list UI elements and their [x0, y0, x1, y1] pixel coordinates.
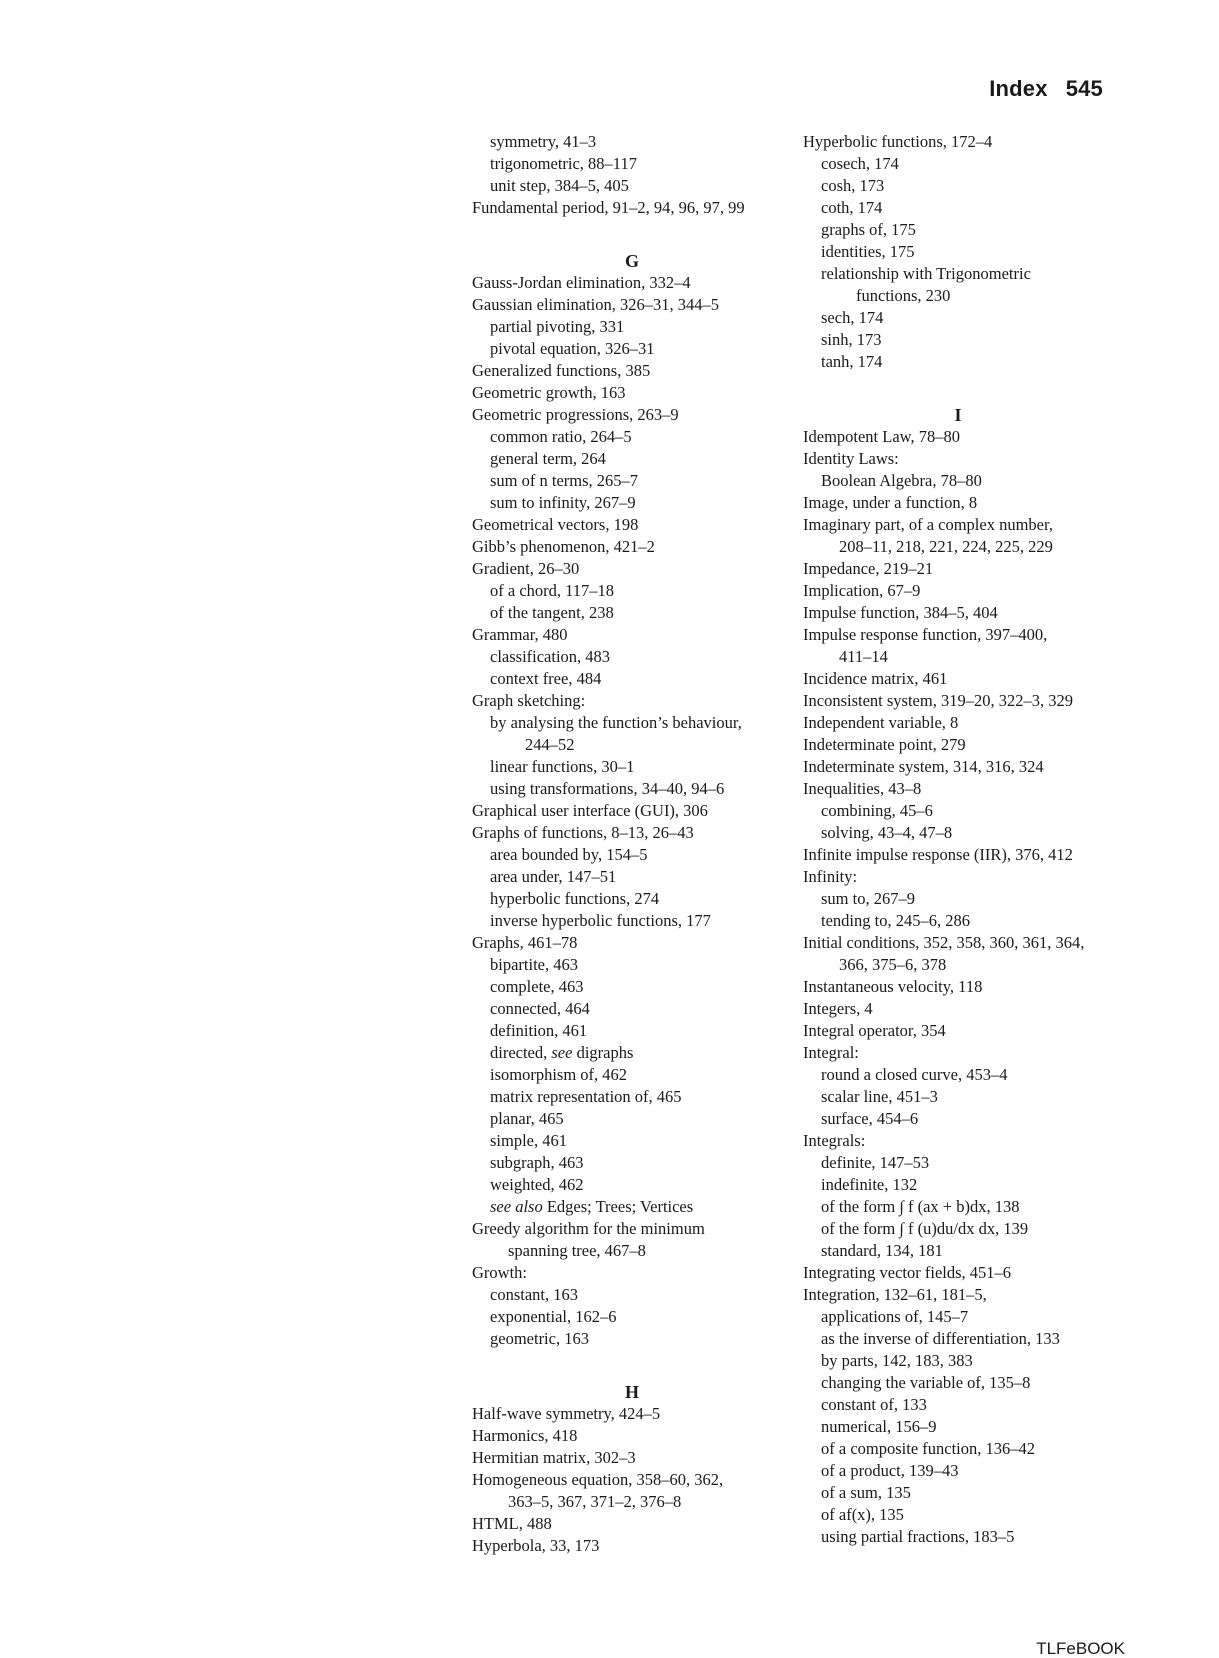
index-subentry: of af(x), 135 [821, 1505, 904, 1524]
index-entry: Gradient, 26–30 [472, 559, 580, 578]
index-subentry: round a closed curve, 453–4 [821, 1065, 1008, 1084]
page-header [989, 76, 1103, 102]
index-entry: Integrals: [803, 1131, 866, 1150]
section-gap [472, 1350, 792, 1381]
section-gap [472, 219, 792, 250]
index-entry: Integral: [803, 1043, 859, 1062]
index-subentry: directed, see digraphs [490, 1043, 634, 1062]
index-subentry: cosh, 173 [821, 176, 885, 195]
index-entry: Greedy algorithm for the minimum [472, 1219, 705, 1238]
index-subentry: connected, 464 [490, 999, 590, 1018]
index-subentry: planar, 465 [490, 1109, 564, 1128]
index-subentry: identities, 175 [821, 242, 915, 261]
index-entry: Geometrical vectors, 198 [472, 515, 639, 534]
section-letter: G [624, 251, 639, 271]
index-subentry: 366, 375–6, 378 [839, 955, 947, 974]
index-subentry: of a sum, 135 [821, 1483, 911, 1502]
index-subentry: 208–11, 218, 221, 224, 225, 229 [839, 537, 1053, 556]
index-entry: Graphs, 461–78 [472, 933, 578, 952]
index-subentry: solving, 43–4, 47–8 [821, 823, 953, 842]
index-subentry: subgraph, 463 [490, 1153, 584, 1172]
index-subentry: 411–14 [839, 647, 888, 666]
index-entry: Idempotent Law, 78–80 [803, 427, 961, 446]
index-entry: Gaussian elimination, 326–31, 344–5 [472, 295, 720, 314]
index-subentry: symmetry, 41–3 [490, 132, 597, 151]
index-entry: Initial conditions, 352, 358, 360, 361, 364, [803, 933, 1085, 952]
index-subentry: matrix representation of, 465 [490, 1087, 682, 1106]
index-subentry: indefinite, 132 [821, 1175, 918, 1194]
index-subentry: surface, 454–6 [821, 1109, 919, 1128]
index-subentry: using partial fractions, 183–5 [821, 1527, 1015, 1546]
index-subentry: of a product, 139–43 [821, 1461, 959, 1480]
index-subentry: linear functions, 30–1 [490, 757, 635, 776]
index-subentry: complete, 463 [490, 977, 584, 996]
index-entry: Graph sketching: [472, 691, 586, 710]
index-entry: Inequalities, 43–8 [803, 779, 922, 798]
index-subentry: constant, 163 [490, 1285, 578, 1304]
index-subentry: see also Edges; Trees; Vertices [490, 1197, 694, 1216]
index-entry: Identity Laws: [803, 449, 899, 468]
index-entry: Geometric growth, 163 [472, 383, 626, 402]
index-subentry: partial pivoting, 331 [490, 317, 625, 336]
index-subentry: classification, 483 [490, 647, 611, 666]
index-subentry: using transformations, 34–40, 94–6 [490, 779, 725, 798]
index-entry: Integrating vector fields, 451–6 [803, 1263, 1012, 1282]
index-entry: Incidence matrix, 461 [803, 669, 948, 688]
index-column-right [803, 131, 1113, 1548]
index-subentry: graphs of, 175 [821, 220, 916, 239]
index-subentry: relationship with Trigonometric [821, 264, 1031, 283]
index-entry: Independent variable, 8 [803, 713, 959, 732]
index-entry: Hyperbola, 33, 173 [472, 1536, 600, 1555]
index-entry: Harmonics, 418 [472, 1426, 578, 1445]
index-entry: Graphs of functions, 8–13, 26–43 [472, 823, 694, 842]
index-subentry: of a chord, 117–18 [490, 581, 615, 600]
index-subentry: coth, 174 [821, 198, 883, 217]
index-subentry: cosech, 174 [821, 154, 899, 173]
index-subentry: 244–52 [525, 735, 575, 754]
index-entry: Inconsistent system, 319–20, 322–3, 329 [803, 691, 1073, 710]
page-number: 545 [1065, 76, 1103, 101]
index-entry: Grammar, 480 [472, 625, 568, 644]
index-subentry: as the inverse of differentiation, 133 [821, 1329, 1060, 1348]
index-subentry: weighted, 462 [490, 1175, 584, 1194]
index-subentry: tending to, 245–6, 286 [821, 911, 970, 930]
index-subentry: Boolean Algebra, 78–80 [821, 471, 982, 490]
index-subentry: common ratio, 264–5 [490, 427, 632, 446]
index-subentry: general term, 264 [490, 449, 606, 468]
index-entry: Graphical user interface (GUI), 306 [472, 801, 708, 820]
section-letter: H [624, 1382, 639, 1402]
index-subentry: trigonometric, 88–117 [490, 154, 637, 173]
section-letter: I [954, 405, 962, 425]
index-subentry: bipartite, 463 [490, 955, 578, 974]
index-subentry: sum to, 267–9 [821, 889, 915, 908]
index-subentry: tanh, 174 [821, 352, 883, 371]
index-subentry: spanning tree, 467–8 [508, 1241, 646, 1260]
index-subentry: of the tangent, 238 [490, 603, 614, 622]
index-entry: Instantaneous velocity, 118 [803, 977, 983, 996]
index-subentry: unit step, 384–5, 405 [490, 176, 629, 195]
index-subentry: area under, 147–51 [490, 867, 617, 886]
index-entry: HTML, 488 [472, 1514, 552, 1533]
index-subentry: changing the variable of, 135–8 [821, 1373, 1031, 1392]
index-subentry: geometric, 163 [490, 1329, 589, 1348]
index-subentry: sum of n terms, 265–7 [490, 471, 639, 490]
index-entry: Imaginary part, of a complex number, [803, 515, 1053, 534]
index-subentry: standard, 134, 181 [821, 1241, 943, 1260]
header-title: Index [989, 76, 1048, 101]
index-subentry: of the form ∫ f (ax + b)dx, 138 [821, 1197, 1020, 1216]
index-subentry: sum to infinity, 267–9 [490, 493, 636, 512]
index-subentry: pivotal equation, 326–31 [490, 339, 655, 358]
index-subentry: area bounded by, 154–5 [490, 845, 648, 864]
index-entry: Gauss-Jordan elimination, 332–4 [472, 273, 691, 292]
footer-watermark: TLFeBOOK [1036, 1639, 1125, 1658]
index-subentry: numerical, 156–9 [821, 1417, 937, 1436]
index-entry: Generalized functions, 385 [472, 361, 651, 380]
index-entry: Integers, 4 [803, 999, 873, 1018]
index-entry: Half-wave symmetry, 424–5 [472, 1404, 661, 1423]
index-subentry: exponential, 162–6 [490, 1307, 617, 1326]
index-entry: Infinity: [803, 867, 858, 886]
index-column-left [472, 131, 792, 1557]
index-entry: Infinite impulse response (IIR), 376, 412 [803, 845, 1073, 864]
index-subentry: 363–5, 367, 371–2, 376–8 [508, 1492, 682, 1511]
index-entry: Integration, 132–61, 181–5, [803, 1285, 987, 1304]
index-entry: Indeterminate point, 279 [803, 735, 966, 754]
index-subentry: applications of, 145–7 [821, 1307, 969, 1326]
index-subentry: isomorphism of, 462 [490, 1065, 628, 1084]
index-subentry: constant of, 133 [821, 1395, 927, 1414]
index-subentry: inverse hyperbolic functions, 177 [490, 911, 711, 930]
index-entry: Implication, 67–9 [803, 581, 921, 600]
index-entry: Fundamental period, 91–2, 94, 96, 97, 99 [472, 198, 745, 217]
index-entry: Impulse response function, 397–400, [803, 625, 1048, 644]
index-entry: Hyperbolic functions, 172–4 [803, 132, 993, 151]
section-gap [803, 373, 1113, 404]
index-entry: Homogeneous equation, 358–60, 362, [472, 1470, 724, 1489]
index-entry: Gibb’s phenomenon, 421–2 [472, 537, 655, 556]
index-subentry: sech, 174 [821, 308, 884, 327]
index-subentry: by parts, 142, 183, 383 [821, 1351, 973, 1370]
index-entry: Geometric progressions, 263–9 [472, 405, 679, 424]
index-entry: Growth: [472, 1263, 527, 1282]
index-subentry: sinh, 173 [821, 330, 882, 349]
index-subentry: functions, 230 [856, 286, 951, 305]
index-subentry: by analysing the function’s behaviour, [490, 713, 742, 732]
index-entry: Image, under a function, 8 [803, 493, 978, 512]
index-subentry: definition, 461 [490, 1021, 588, 1040]
index-subentry: context free, 484 [490, 669, 602, 688]
index-subentry: scalar line, 451–3 [821, 1087, 938, 1106]
index-entry: Indeterminate system, 314, 316, 324 [803, 757, 1044, 776]
index-entry: Integral operator, 354 [803, 1021, 946, 1040]
index-subentry: combining, 45–6 [821, 801, 933, 820]
index-entry: Impedance, 219–21 [803, 559, 934, 578]
index-entry: Hermitian matrix, 302–3 [472, 1448, 636, 1467]
index-subentry: hyperbolic functions, 274 [490, 889, 660, 908]
index-subentry: of the form ∫ f (u)du/dx dx, 139 [821, 1219, 1029, 1238]
index-entry: Impulse function, 384–5, 404 [803, 603, 998, 622]
index-subentry: of a composite function, 136–42 [821, 1439, 1036, 1458]
index-subentry: definite, 147–53 [821, 1153, 930, 1172]
index-subentry: simple, 461 [490, 1131, 567, 1150]
